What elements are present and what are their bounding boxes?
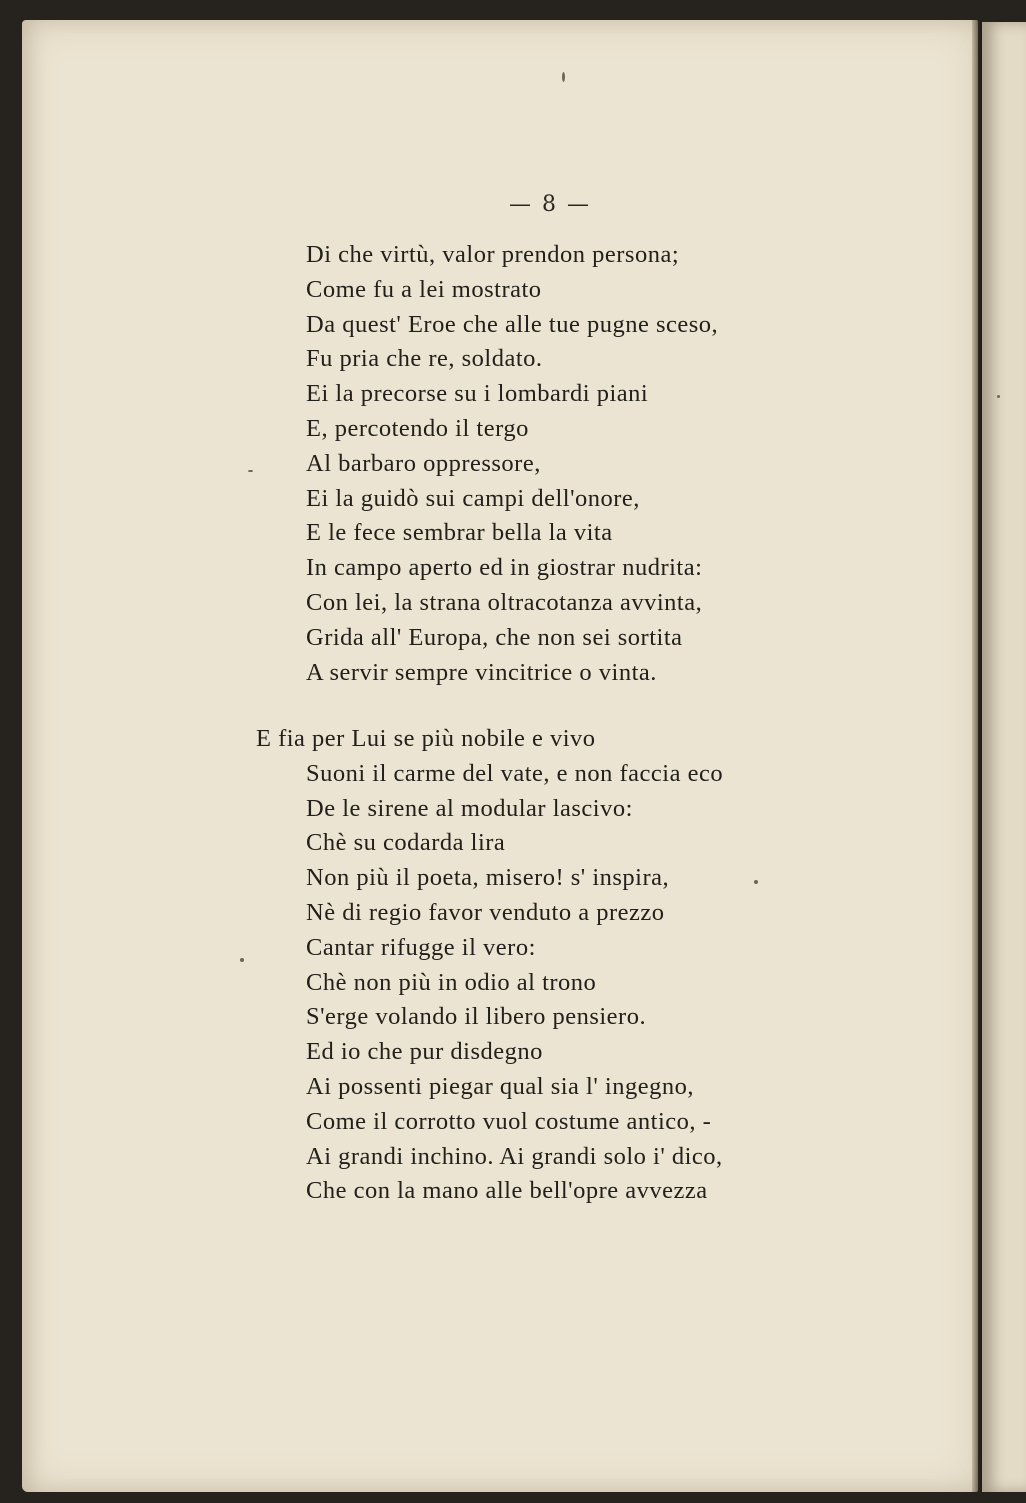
verse-line: Con lei, la strana oltracotanza avvinta, xyxy=(306,588,703,616)
verse-line: Nè di regio favor venduto a prezzo xyxy=(306,898,665,926)
verse-line: Ai possenti piegar qual sia l' ingegno, xyxy=(306,1072,694,1100)
verse-line: Chè su codarda lira xyxy=(306,829,506,857)
verse-line: Di che virtù, valor prendon persona; xyxy=(306,241,680,268)
verse-line: Non più il poeta, misero! s' inspira, xyxy=(306,864,670,892)
paper-speck xyxy=(562,72,565,82)
verse-line: Da quest' Eroe che alle tue pugne sceso, xyxy=(306,310,719,338)
verse-line: De le sirene al modular lascivo: xyxy=(306,794,633,822)
verse-line: S'erge volando il libero pensiero. xyxy=(306,1003,647,1031)
verse-line: Ed io che pur disdegno xyxy=(306,1038,543,1066)
adjacent-page-edge xyxy=(982,22,1026,1492)
verse-line: In campo aperto ed in giostrar nudrita: xyxy=(306,554,703,582)
verse-line-first: E fia per Lui se più nobile e vivo xyxy=(256,725,596,752)
verse-line: A servir sempre vincitrice o vinta. xyxy=(306,658,657,686)
verse-line: Come il corrotto vuol costume antico, - xyxy=(306,1107,712,1135)
verse-line: E le fece sembrar bella la vita xyxy=(306,519,613,547)
paper-speck xyxy=(248,470,253,472)
verse-line: Chè non più in odio al trono xyxy=(306,968,597,996)
verse-line: Suoni il carme del vate, e non faccia eco xyxy=(306,759,724,787)
page-number: — 8 — xyxy=(509,192,591,217)
verse-line: Come fu a lei mostrato xyxy=(306,275,542,303)
paper-speck xyxy=(240,958,244,962)
verse-line: Ai grandi inchino. Ai grandi solo i' dico, xyxy=(306,1142,723,1170)
verse-line: Grida all' Europa, che non sei sortita xyxy=(306,623,683,651)
gutter-shadow xyxy=(972,20,982,1492)
paper-speck xyxy=(997,395,1000,398)
stanza-2 xyxy=(256,722,723,1209)
stanza-1 xyxy=(306,238,718,690)
verse-line: E, percotendo il tergo xyxy=(306,414,529,442)
verse-line: Che con la mano alle bell'opre avvezza xyxy=(306,1177,708,1205)
verse-line: Cantar rifugge il vero: xyxy=(306,933,536,961)
paper-speck xyxy=(754,880,758,884)
verse-line: Al barbaro oppressore, xyxy=(306,449,541,477)
verse-line: Ei la guidò sui campi dell'onore, xyxy=(306,484,640,512)
verse-line: Fu pria che re, soldato. xyxy=(306,345,543,373)
verse-line: Ei la precorse su i lombardi piani xyxy=(306,380,649,408)
